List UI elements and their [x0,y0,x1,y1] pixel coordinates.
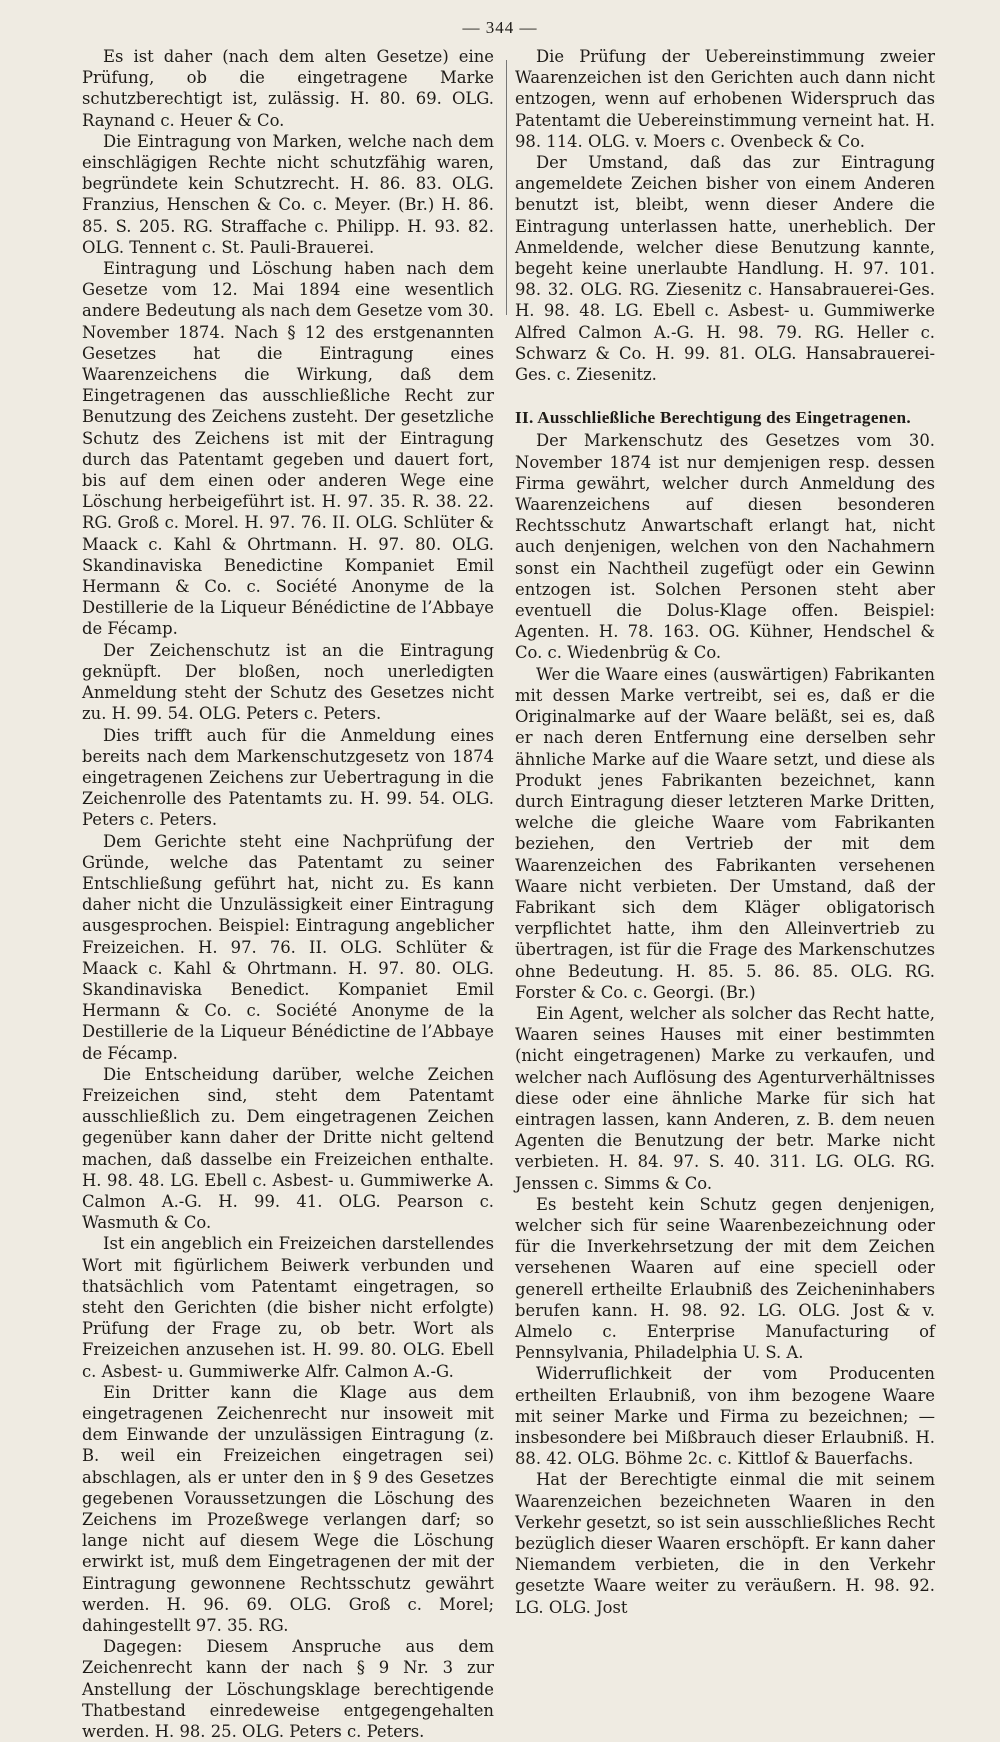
paragraph: Ist ein angeblich ein Freizeichen darstellendes Wort mit figürlichem Beiwerk verbunden und thatsächlich vom Patentamt eingetragen, so steht den Gerichten (die bisher nicht erfolgte) Prüfung der Frage zu, ob betr. Wort als Freizeichen anzusehen ist. H. 99. 80. OLG. Ebell c. Asbest- u. Gummiwerke Alfr. Calmon A.-G. [82,1234,494,1381]
paragraph: Die Prüfung der Uebereinstimmung zweier Waarenzeichen ist den Gerichten auch dann nicht entzogen, wenn auf erhobenen Widerspruch das Patentamt die Uebereinstimmung verneint hat. H. 98. 114. OLG. v. Moers c. Ovenbeck & Co. [515,47,935,151]
paragraph: Widerruflichkeit der vom Producenten ertheilten Erlaubniß, von ihm bezogene Waare mit seiner Marke und Firma zu bezeichnen; — insbesondere bei Mißbrauch dieser Erlaubniß. H. 88. 42. OLG. Böhme 2c. c. Kittlof & Bauerfachs. [515,1364,935,1469]
paragraph: Eintragung und Löschung haben nach dem Gesetze vom 12. Mai 1894 eine wesentlich andere Bedeutung als nach dem Gesetze vom 30. November 1874. Nach § 12 des erstgenannten Gesetzes hat die Eintragung eines Waarenzeichens die Wirkung, daß dem Eingetragenen das ausschließliche Recht zur Benutzung des Zeichens zusteht. Der gesetzliche Schutz des Zeichens ist mit der Eintragung durch das Patentamt gegeben und dauert fort, bis auf dem einen oder anderen Wege eine Löschung herbeigeführt ist. H. 97. 35. R. 38. 22. RG. Groß c. Morel. H. 97. 76. II. OLG. Schlüter & Maack c. Kahl & Ohrtmann. H. 97. 80. OLG. Skandinaviska Benedictine Kompaniet Emil Hermann & Co. c. Société Anonyme de la Destillerie de la Liqueur Bénédictine de l’Abbaye de Fécamp. [82,259,494,639]
paragraph: Die Eintragung von Marken, welche nach dem einschlägigen Rechte nicht schutzfähig waren, begründete kein Schutzrecht. H. 86. 83. OLG. Franzius, Henschen & Co. c. Meyer. (Br.) H. 86. 85. S. 205. RG. Straffache c. Philipp. H. 93. 82. OLG. Tennent c. St. Pauli-Brauerei. [82,131,494,257]
paragraph: Es besteht kein Schutz gegen denjenigen, welcher sich für seine Waarenbezeichnung oder für die Inverkehrsetzung der mit dem Zeichen versehenen Waaren auf eine speciell oder generell ertheilte Erlaubniß des Zeicheninhabers berufen kann. H. 98. 92. LG. OLG. Jost & v. Almelo c. Enterprise Manufacturing of Pennsylvania, Philadelphia U. S. A. [515,1194,935,1363]
section-heading: II. Ausschließliche Berechtigung des Eingetragenen. [515,408,911,428]
right-column [515,46,935,1618]
paragraph: Hat der Berechtigte einmal die mit seinem Waarenzeichen bezeichneten Waaren in den Verkehr gesetzt, so ist sein ausschließliches Recht bezüglich dieser Waaren erschöpft. Er kann daher Niemandem verbieten, die in den Verkehr gesetzte Waare weiter zu veräußern. H. 98. 92. LG. OLG. Jost [515,1470,935,1617]
paragraph: Dies trifft auch für die Anmeldung eines bereits nach dem Markenschutzgesetz von 1874 eingetragenen Zeichens zur Uebertragung in die Zeichenrolle des Patentamts zu. H. 99. 54. OLG. Peters c. Peters. [82,725,494,830]
paragraph: Dagegen: Diesem Anspruche aus dem Zeichenrecht kann der nach § 9 Nr. 3 zur Anstellung der Löschungsklage berechtigende Thatbestand einredeweise entgegengehalten werden. H. 98. 25. OLG. Peters c. Peters. [82,1637,494,1742]
paragraph: Der Zeichenschutz ist an die Eintragung geknüpft. Der bloßen, noch unerledigten Anmeldung steht der Schutz des Gesetzes nicht zu. H. 99. 54. OLG. Peters c. Peters. [82,640,494,724]
paragraph: Dem Gerichte steht eine Nachprüfung der Gründe, welche das Patentamt zu seiner Entschließung geführt hat, nicht zu. Es kann daher nicht die Unzulässigkeit einer Eintragung ausgesprochen. Beispiel: Eintragung angeblicher Freizeichen. H. 97. 76. II. OLG. Schlüter & Maack c. Kahl & Ohrtmann. H. 97. 80. OLG. Skandinaviska Benedict. Kompaniet Emil Hermann & Co. c. Société Anonyme de la Destillerie de la Liqueur Bénédictine de l’Abbaye de Fécamp. [82,831,494,1063]
paragraph: Die Entscheidung darüber, welche Zeichen Freizeichen sind, steht dem Patentamt ausschließlich zu. Dem eingetragenen Zeichen gegenüber kann daher der Dritte nicht geltend machen, daß dasselbe ein Freizeichen enthalte. H. 98. 48. LG. Ebell c. Asbest- u. Gummiwerke A. Calmon A.-G. H. 99. 41. OLG. Pearson c. Wasmuth & Co. [82,1064,494,1233]
column-divider [506,60,507,315]
paragraph: Ein Agent, welcher als solcher das Recht hatte, Waaren seines Hauses mit einer bestimmten (nicht eingetragenen) Marke zu verkaufen, und welcher nach Auflösung des Agenturverhältnisses diese oder eine ähnliche Marke für sich hat eintragen lassen, kann Anderen, z. B. dem neuen Agenten die Benutzung der betr. Marke nicht verbieten. H. 84. 97. S. 40. 311. LG. OLG. RG. Jenssen c. Simms & Co. [515,1003,935,1193]
paragraph: Es ist daher (nach dem alten Gesetze) eine Prüfung, ob die eingetragene Marke schutzberechtigt ist, zulässig. H. 80. 69. OLG. Raynand c. Heuer & Co. [82,47,494,130]
paragraph: Wer die Waare eines (auswärtigen) Fabrikanten mit dessen Marke vertreibt, sei es, daß er die Originalmarke auf der Waare beläßt, sei es, daß er nach deren Entfernung eine derselben sehr ähnliche Marke auf die Waare setzt, und diese als Produkt jenes Fabrikanten bezeichnet, kann durch Eintragung dieser letzteren Marke Dritten, welche die gleiche Waare vom Fabrikanten beziehen, den Vertrieb der mit dem Waarenzeichen des Fabrikanten versehenen Waare nicht verbieten. Der Umstand, daß der Fabrikant sich dem Kläger obligatorisch verpflichtet hatte, ihm den Alleinvertrieb zu übertragen, ist für die Frage des Markenschutzes ohne Bedeutung. H. 85. 5. 86. 85. OLG. RG. Forster & Co. c. Georgi. (Br.) [515,664,935,1002]
paragraph: Der Markenschutz des Gesetzes vom 30. November 1874 ist nur demjenigen resp. dessen Firma gewährt, welcher durch Anmeldung des Waarenzeichens auf diesen besonderen Rechtsschutz Anwartschaft erlangt hat, nicht auch denjenigen, welchen von den Nachahmern sonst ein Nachtheil zugefügt oder ein Gewinn entzogen ist. Solchen Personen steht aber eventuell die Dolus-Klage offen. Beispiel: Agenten. H. 78. 163. OG. Kühner, Hendschel & Co. c. Wiedenbrüg & Co. [515,431,935,663]
paragraph: Ein Dritter kann die Klage aus dem eingetragenen Zeichenrecht nur insoweit mit dem Einwande der unzulässigen Eintragung (z. B. weil ein Freizeichen eingetragen sei) abschlagen, als er unter den in § 9 des Gesetzes gegebenen Voraussetzungen die Löschung des Zeichens im Prozeßwege verlangen darf; so lange nicht auf diesem Wege die Löschung erwirkt ist, muß dem Eingetragenen der mit der Eintragung gewonnene Rechtsschutz gewährt werden. H. 96. 69. OLG. Groß c. Morel; dahingestellt 97. 35. RG. [82,1382,494,1636]
page-number: — 344 — [462,18,538,37]
left-column [82,46,494,1742]
paragraph: Der Umstand, daß das zur Eintragung angemeldete Zeichen bisher von einem Anderen benutzt ist, bleibt, wenn dieser Andere die Eintragung unterlassen hatte, unerheblich. Der Anmeldende, welcher diese Benutzung kannte, begeht keine unerlaubte Handlung. H. 97. 101. 98. 32. OLG. RG. Ziesenitz c. Hansabrauerei-Ges. H. 98. 48. LG. Ebell c. Asbest- u. Gummiwerke Alfred Calmon A.-G. H. 98. 79. RG. Heller c. Schwarz & Co. H. 99. 81. OLG. Hansabrauerei-Ges. c. Ziesenitz. [515,153,935,385]
